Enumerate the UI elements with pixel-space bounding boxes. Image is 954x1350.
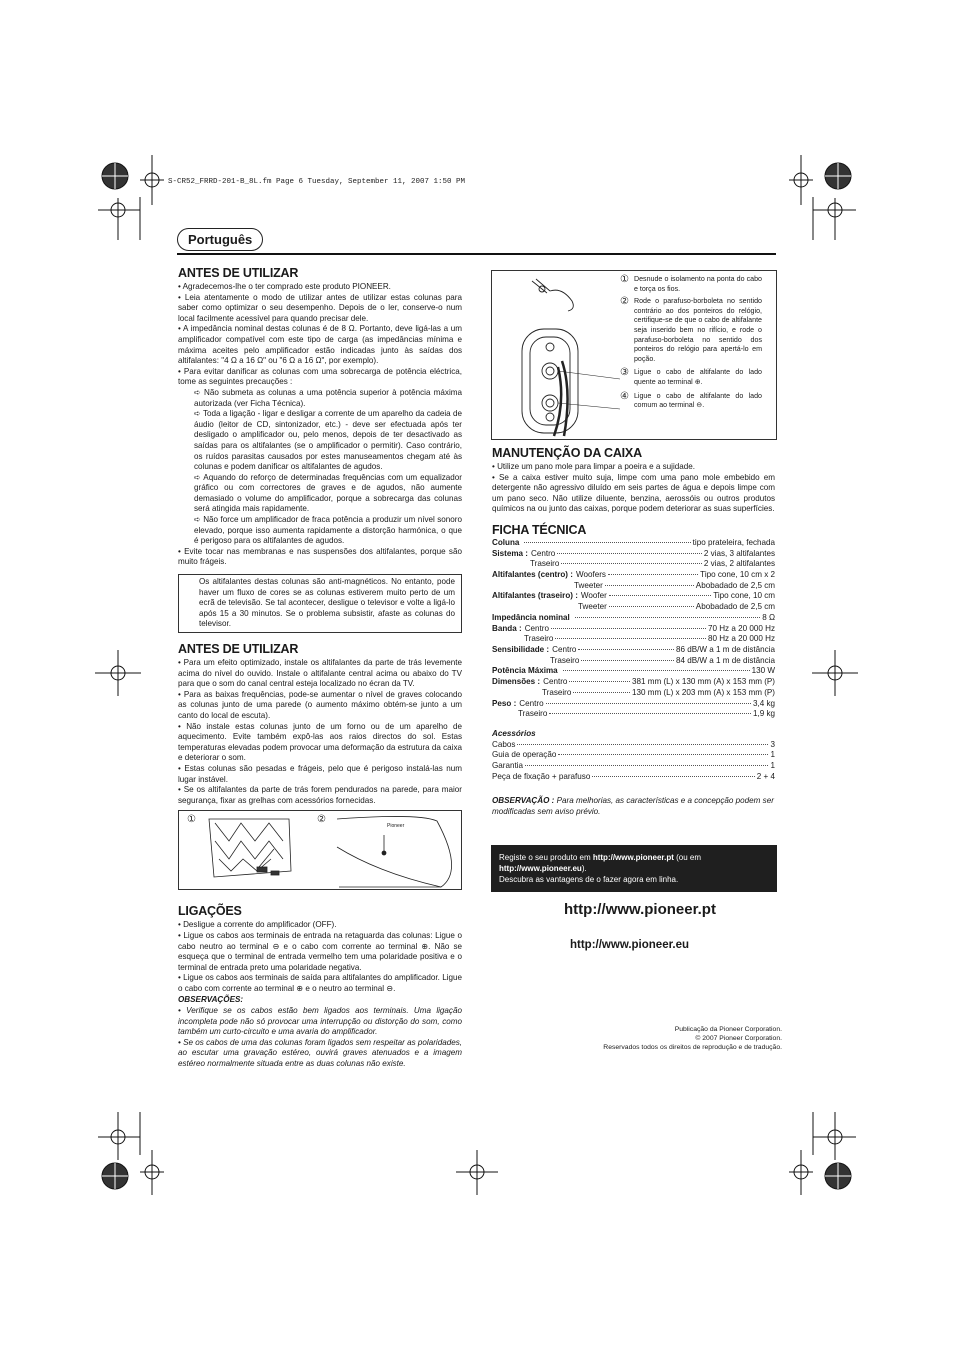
antes-title: ANTES DE UTILIZAR [178, 266, 299, 280]
antes2-para: • Não instale estas colunas junto de um forno ou de um aparelho de aquecimento. Evite também expô-las aos raios directos do sol. Estas temperaturas elevadas podem provocar uma deformação da estrutura da caixa e deteriorar o som. [178, 721, 462, 763]
url-eu[interactable]: http://www.pioneer.eu [570, 939, 690, 951]
spec-sub: Centro [552, 645, 577, 654]
antes-para: • Evite tocar nas membranas e nas suspensões dos altifalantes, porque são muito frágeis. [178, 546, 462, 567]
dot-leader [608, 574, 698, 575]
magnetic-note: Os altifalantes destas colunas são anti-magnéticos. No entanto, pode haver um fluxo de cores se as colunas estiverem muito perto de um ecrã de televisão. Se tal acontecer, desligue o televisor e volte a ligá-lo após 15 a 30 minutos. Se o problema subsistir, afaste as colunas do televisor. [199, 577, 455, 629]
dot-leader [557, 553, 702, 554]
antes2-title: ANTES DE UTILIZAR [178, 642, 299, 656]
url-pt[interactable]: http://www.pioneer.pt [564, 901, 716, 918]
observacao-item: • Verifique se os cabos estão bem ligados aos terminais. Uma ligação incompleta pode não só provocar uma interrupção ou distorção do som, como também um curto-circuito e uma avaria do amplificador. [178, 1006, 462, 1037]
antes-body [178, 282, 462, 568]
spec-value: 80 Hz a 20 000 Hz [707, 634, 775, 644]
antes2-para: • Se os altifalantes da parte de trás forem pendurados na parede, para maior segurança, fixar as grelhas com acessórios fornecidas. [178, 785, 462, 805]
footer-line: Reservados todos os direitos de reprodução e de tradução. [603, 1044, 782, 1051]
spec-table [492, 538, 775, 720]
spec-sub: Woofer [580, 591, 607, 601]
spec-row [492, 624, 775, 635]
speaker-brand: Pioneer [387, 823, 405, 830]
antes-para: • Para evitar danificar as colunas com uma sobrecarga de potência eléctrica, tome as seguintes precauções : [178, 366, 462, 387]
reg-text-1: Registe o seu produto em [499, 853, 593, 862]
observacoes-heading: OBSERVAÇÕES: [178, 995, 244, 1005]
spec-row [492, 570, 775, 581]
spec-row [492, 677, 775, 688]
manutencao-body [492, 462, 775, 515]
step-text: Ligue o cabo de altifalante do lado comum ao terminal ⊖. [633, 391, 762, 410]
accessory-name: Cabos [492, 739, 516, 749]
publisher-footer [522, 1025, 782, 1052]
dot-leader [575, 617, 760, 618]
spec-sub: Woofers [575, 570, 606, 580]
spec-key: Coluna [492, 537, 520, 547]
accessory-row [492, 750, 775, 761]
dot-leader [546, 703, 751, 704]
header-rule [177, 253, 776, 255]
spec-key: Sistema : [492, 548, 528, 558]
spec-value: 70 Hz a 20 000 Hz [707, 623, 775, 633]
observacao-text: Para melhorias, as características e a concepção podem ser modificadas sem aviso prévio. [492, 796, 774, 817]
print-header: S-CR52_FRRD-201-B_8L.fm Page 6 Tuesday, September 11, 2007 1:50 PM [168, 178, 466, 186]
accessory-qty: 2 + 4 [756, 771, 775, 781]
spec-sub: Traseiro [542, 687, 572, 697]
spec-key: Potência Máxima [492, 666, 558, 676]
dot-leader [592, 776, 754, 777]
spec-key: Impedância nominal [492, 612, 570, 622]
precaution-item: ➪ Não force um amplificador de fraca potência a produzir um nível sonoro elevado, porque isso aumenta rapidamente a distorção harmónica, o que é perigoso para os altifalantes de agudos. [194, 515, 462, 546]
dot-leader [517, 744, 768, 745]
dot-leader [569, 681, 630, 682]
terminal-illustration [492, 271, 622, 439]
spec-row [492, 613, 775, 624]
ligacoes-title: LIGAÇÕES [178, 904, 242, 919]
spec-sub: Tweeter [578, 602, 607, 612]
spec-sub: Centro [519, 698, 544, 708]
spec-key: Altifalantes (traseiro) : [492, 591, 578, 601]
step-number: ④ [620, 390, 629, 402]
ligacoes-para: • Desligue a corrente do amplificador (OFF). [178, 920, 337, 930]
spec-value: Tipo cone, 10 cm [713, 591, 775, 601]
antes-para: • Leia atentamente o modo de utilizar antes de utilizar estas colunas para saber como optimizar o seu desempenho. Depois de o ler, conserve-o num local facilmente acessível para quando precisar dele. [178, 292, 462, 323]
language-tab: Português [177, 228, 263, 251]
wall-mount-illustration [179, 811, 462, 889]
accessories-title: Acessórios [492, 728, 536, 738]
manutencao-title: MANUTENÇÃO DA CAIXA [492, 446, 642, 460]
dot-leader [609, 606, 694, 607]
step-text: Desnude o isolamento na ponta do cabo e torça os fios. [633, 275, 762, 293]
dot-leader [555, 638, 706, 639]
connection-figure [491, 270, 777, 440]
spec-value: 381 mm (L) x 130 mm (A) x 153 mm (P) [631, 677, 775, 687]
spec-sub: Tweeter [574, 580, 603, 590]
reg-link-eu[interactable]: http://www.pioneer.eu [499, 864, 582, 873]
dot-leader [578, 649, 674, 650]
footer-line: Publicação da Pioneer Corporation. [674, 1026, 782, 1033]
spec-sub: Centro [543, 677, 568, 687]
spec-row [492, 602, 775, 613]
spec-value: 2 vias, 2 altifalantes [703, 559, 775, 569]
spec-row [492, 709, 775, 720]
accessory-qty: 1 [770, 750, 775, 760]
accessories-list [492, 740, 775, 783]
spec-key: Sensibilidade : [492, 645, 550, 654]
spec-sub: Traseiro [530, 559, 560, 569]
observacao-item: • Se os cabos de uma das colunas foram ligados sem respeitar as polaridades, ao escutar uma gravação estéreo, ouvirá graves atenuados e a imagem estéreo normalmente situada entre as duas colunas não existe. [178, 1037, 462, 1069]
spec-value: 86 dB/W a 1 m de distância [676, 645, 775, 654]
accessory-name: Peça de fixação + parafuso [492, 771, 591, 781]
antes2-para: • Para as baixas frequências, pode-se aumentar o nível de graves colocando as colunas junto de uma parede (o aumento máximo obtém-se junto a um canto do local de escuta). [178, 689, 462, 720]
step-text: Ligue o cabo de altifalante do lado quente ao terminal ⊕. [633, 368, 762, 386]
spec-row [492, 688, 775, 699]
figure-label-1: ① [187, 814, 196, 826]
spec-value: Tipo cone, 10 cm x 2 [700, 570, 775, 580]
dot-leader [605, 585, 694, 586]
spec-value: tipo prateleira, fechada [692, 537, 775, 547]
spec-sub: Traseiro [550, 655, 580, 665]
right-column [492, 446, 775, 818]
precaution-item: ➪ Toda a ligação - ligar e desligar a corrente de um aparelho da cadeia de áudio (leitor de CD, sintonizador, etc.) - deve ser efectuada após ter desligado o amplificador ou, pelo menos, depois de ter desactivado as saídas para os altifalantes (se o amplificador o permitir). Caso contrário, os ruídos parasitas causados por estes manuseamentos chegam até às colunas e podem danificar os altifalantes de agudos. [194, 409, 462, 472]
reg-text-2: (ou em [673, 853, 701, 862]
reg-link-pt[interactable]: http://www.pioneer.pt [592, 853, 674, 862]
left-column [178, 266, 462, 1070]
spec-row [492, 591, 775, 602]
accessories [492, 729, 775, 783]
magnetic-note-box [178, 574, 462, 633]
accessory-qty: 1 [770, 761, 775, 771]
spec-row [492, 581, 775, 592]
dot-leader [561, 563, 702, 564]
registration-banner [491, 845, 777, 892]
spec-value: 2 vias, 3 altifalantes [703, 548, 775, 558]
antes-para: • Agradecemos-lhe o ter comprado este produto PIONEER. [178, 282, 391, 291]
accessory-row [492, 740, 775, 751]
accessory-name: Garantia [492, 761, 524, 771]
dot-leader [524, 542, 690, 543]
spec-row [492, 549, 775, 560]
observacao-label: OBSERVAÇÃO : [492, 796, 555, 806]
step-item [620, 368, 762, 387]
dot-leader [525, 765, 768, 766]
ligacoes-para: • Ligue os cabos aos terminais de saída para altifalantes do amplificador. Ligue o cabo com corrente ao terminal ⊕ e o neutro ao terminal ⊖. [178, 973, 462, 993]
ligacoes-body [178, 920, 462, 1069]
antes2-body [178, 658, 462, 806]
spec-sub: Traseiro [518, 709, 548, 719]
dot-leader [573, 692, 630, 693]
accessory-qty: 3 [770, 739, 775, 749]
precaution-item: ➪ Não submeta as colunas a uma potência superior à potência máxima autorizada (ver Ficha Técnica). [194, 387, 462, 408]
registration-line-1 [499, 852, 769, 874]
dot-leader [563, 670, 750, 671]
dot-leader [581, 660, 674, 661]
spec-value: 130 W [751, 666, 775, 676]
manutencao-para: • Se a caixa estiver muito suja, limpe com uma pano mole embebido em detergente não agressivo diluído em seis partes de água e depois limpe com um pano seco. Não utilize diluente, benzina, aerossóis ou outros produtos químicos na ou junto das caixas, porque podem deteriorar as suas superfícies. [492, 472, 775, 514]
wall-mount-figure [178, 810, 462, 890]
spec-value: 130 mm (L) x 203 mm (A) x 153 mm (P) [631, 687, 775, 697]
dot-leader [558, 754, 768, 755]
step-item [620, 275, 762, 294]
spec-key: Peso : [492, 698, 517, 708]
spec-value: 8 Ω [762, 612, 775, 622]
step-number: ① [620, 274, 629, 285]
accessory-row [492, 761, 775, 772]
registration-line-2: Descubra as vantagens de o fazer agora em linha. [499, 875, 679, 884]
step-text: Rode o parafuso-borboleta no sentido contrário ao dos ponteiros do relógio, certifique-se de que o cabo de altifalante seja inserido bem no rifício, e rode o parafuso-borboleta no sentido dos ponteiros do relógio para apertá-lo em poção. [633, 297, 762, 363]
precaution-item: ➪ Aquando do reforço de determinadas frequências com um equalizador gráfico ou com correctores de graves e de agudos, não aumente demasiado o volume do amplificador, porque a sobrecarga das colunas será atingida mais rapidamente. [194, 472, 462, 514]
spec-row [492, 666, 775, 677]
step-number: ② [620, 296, 629, 308]
ligacoes-para: • Ligue os cabos aos terminais de entrada na retaguarda das colunas: Ligue o cabo neutro ao terminal ⊖ e o cabo com corrente ao terminal ⊕. Não se esqueça que o terminal de entrada vermelho tem uma polaridade positiva e o terminal de entrada preto uma polaridade negativa. [178, 930, 462, 972]
spec-row [492, 559, 775, 570]
spec-key: Altifalantes (centro) : [492, 570, 573, 580]
manutencao-para: • Utilize um pano mole para limpar a poeira e a sujidade. [492, 462, 696, 471]
spec-row [492, 634, 775, 645]
spec-value: 3,4 kg [752, 698, 775, 708]
ficha-title: FICHA TÉCNICA [492, 522, 587, 537]
accessory-name: Guia de operação [492, 750, 557, 760]
spec-sub: Traseiro [524, 634, 554, 644]
figure-label-2: ② [317, 814, 326, 826]
spec-value: 84 dB/W a 1 m de distância [676, 655, 775, 665]
antes2-para: • Para um efeito optimizado, instale os altifalantes da parte de trás levemente acima do nível do ouvido. Instale o altifalante central acima ou abaixo do TV para que o som do canal central esteja localizado no écran da TV. [178, 658, 462, 689]
step-number: ③ [620, 367, 629, 379]
dot-leader [551, 628, 706, 629]
step-item [620, 297, 762, 364]
spec-key: Dimensões : [492, 677, 541, 687]
step-item [620, 392, 762, 411]
observacao [492, 796, 775, 817]
steps-list [620, 275, 762, 411]
dot-leader [549, 713, 751, 714]
spec-value: 1,9 kg [752, 709, 775, 719]
spec-sub: Centro [531, 548, 556, 558]
antes2-para: • Estas colunas são pesadas e frágeis, pelo que é perigoso instalá-las num lugar instável. [178, 763, 462, 784]
reg-text-3: ). [581, 864, 587, 873]
spec-row [492, 538, 775, 549]
spec-row [492, 656, 775, 667]
spec-row [492, 699, 775, 710]
antes-para: • A impedância nominal destas colunas é de 8 Ω. Portanto, deve ligá-las a um amplificador compatível com este tipo de carga (as impedâncias mínima e máxima aceites pelo amplificador estão indicadas junto às saídas dos altifalantes: "4 Ω a 16 Ω" ou "6 Ω a 16 Ω", por exemplo). [178, 324, 462, 366]
spec-row [492, 645, 775, 656]
accessory-row [492, 772, 775, 783]
spec-value: Abobadado de 2,5 cm [695, 602, 775, 612]
spec-key: Banda : [492, 623, 522, 633]
dot-leader [609, 595, 711, 596]
footer-line: © 2007 Pioneer Corporation. [695, 1035, 782, 1042]
spec-value: Abobadado de 2,5 cm [695, 580, 775, 590]
spec-sub: Centro [524, 623, 549, 633]
